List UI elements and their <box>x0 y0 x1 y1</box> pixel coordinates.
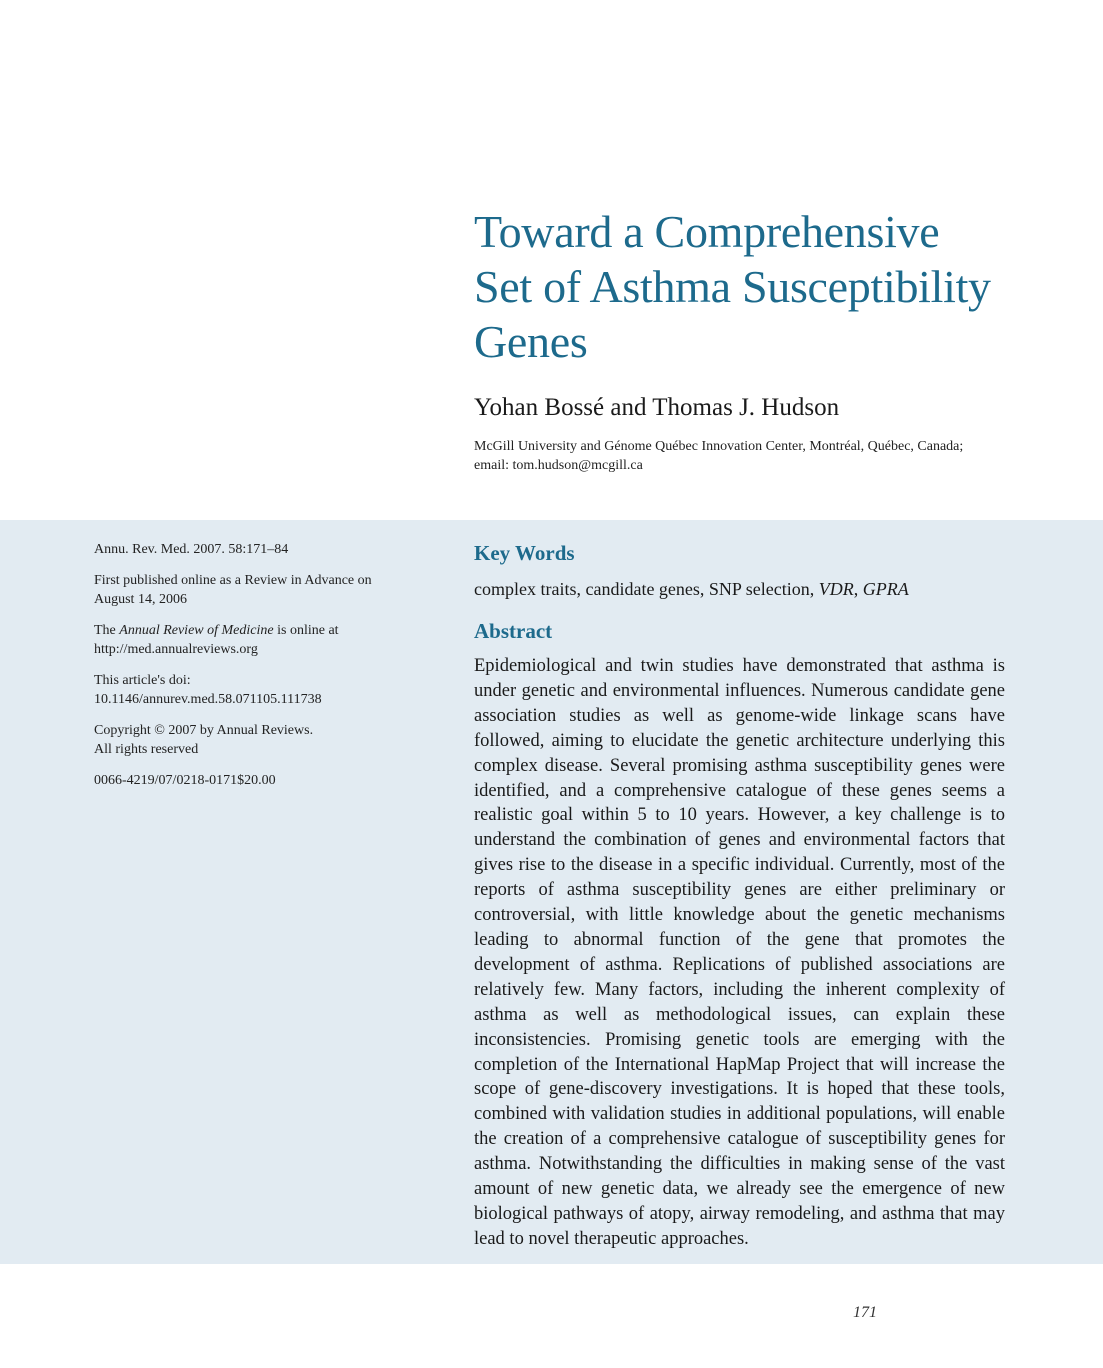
publication-note <box>94 571 414 609</box>
article-sidebar <box>94 540 414 802</box>
copyright-note <box>94 721 414 759</box>
title-line-2: Set of Asthma Susceptibility <box>474 261 991 312</box>
doi-note <box>94 671 414 709</box>
copyright: Copyright © 2007 by Annual Reviews. <box>94 723 314 738</box>
journal-url[interactable]: http://med.annualreviews.org <box>94 642 258 657</box>
online-note <box>94 621 414 659</box>
keywords-separator: , <box>853 579 859 599</box>
keyword-gpra: GPRA <box>862 579 909 599</box>
citation: Annu. Rev. Med. 2007. 58:171–84 <box>94 542 289 557</box>
doi-label: This article's doi: <box>94 673 191 688</box>
article-title <box>474 204 1054 369</box>
keywords-plain: complex traits, candidate genes, SNP selection, <box>474 579 815 599</box>
keyword-vdr: VDR <box>818 579 854 599</box>
keywords-heading: Key Words <box>474 541 575 565</box>
doi-value[interactable]: 10.1146/annurev.med.58.071105.111738 <box>94 692 322 707</box>
online-suffix: is online at <box>277 623 339 638</box>
page-number: 171 <box>853 1304 877 1321</box>
first-published-date: August 14, 2006 <box>94 592 187 607</box>
keywords-list <box>474 577 1005 602</box>
main-column <box>474 537 1005 1252</box>
rights: All rights reserved <box>94 742 199 757</box>
abstract-text: Epidemiological and twin studies have demonstrated that asthma is under genetic and environmental influences. Numerous candidate gene association studies as well as genome-wide linkage scans have followed, aiming to elucidate the genetic architecture underlying this complex disease. Several promising asthma susceptibility genes were identified, and a comprehensive catalogue of these genes seems a realistic goal within 5 to 10 years. However, a key challenge is to understand the combination of genes and environmental factors that gives rise to the disease in a specific individual. Currently, most of the reports of asthma susceptibility genes are either preliminary or controversial, with little knowledge about the genetic mechanisms leading to abnormal function of the gene that promotes the development of asthma. Replications of published associations are relatively few. Many factors, including the inherent complexity of asthma as well as methodological issues, can explain these inconsistencies. Promising genetic tools are emerging with the completion of the International HapMap Project that will increase the scope of gene-discovery investigations. It is hoped that these tools, combined with validation studies in additional populations, will enable the creation of a comprehensive catalogue of susceptibility genes for asthma. Notwithstanding the difficulties in making sense of the vast amount of new genetic data, we already see the emergence of new biological pathways of atopy, airway remodeling, and asthma that may lead to novel therapeutic approaches. <box>474 656 1005 1249</box>
authors: Yohan Bossé and Thomas J. Hudson <box>474 394 840 421</box>
online-prefix: The <box>94 623 116 638</box>
first-published: First published online as a Review in Advance on <box>94 573 372 588</box>
abstract-heading: Abstract <box>474 619 553 643</box>
title-line-3: Genes <box>474 316 588 367</box>
journal-name: Annual Review of Medicine <box>119 623 274 638</box>
affiliation: McGill University and Génome Québec Innovation Center, Montréal, Québec, Canada; email: tom.hudson@mcgill.ca <box>474 439 964 473</box>
title-line-1: Toward a Comprehensive <box>474 206 940 257</box>
issn: 0066-4219/07/0218-0171$20.00 <box>94 773 276 788</box>
